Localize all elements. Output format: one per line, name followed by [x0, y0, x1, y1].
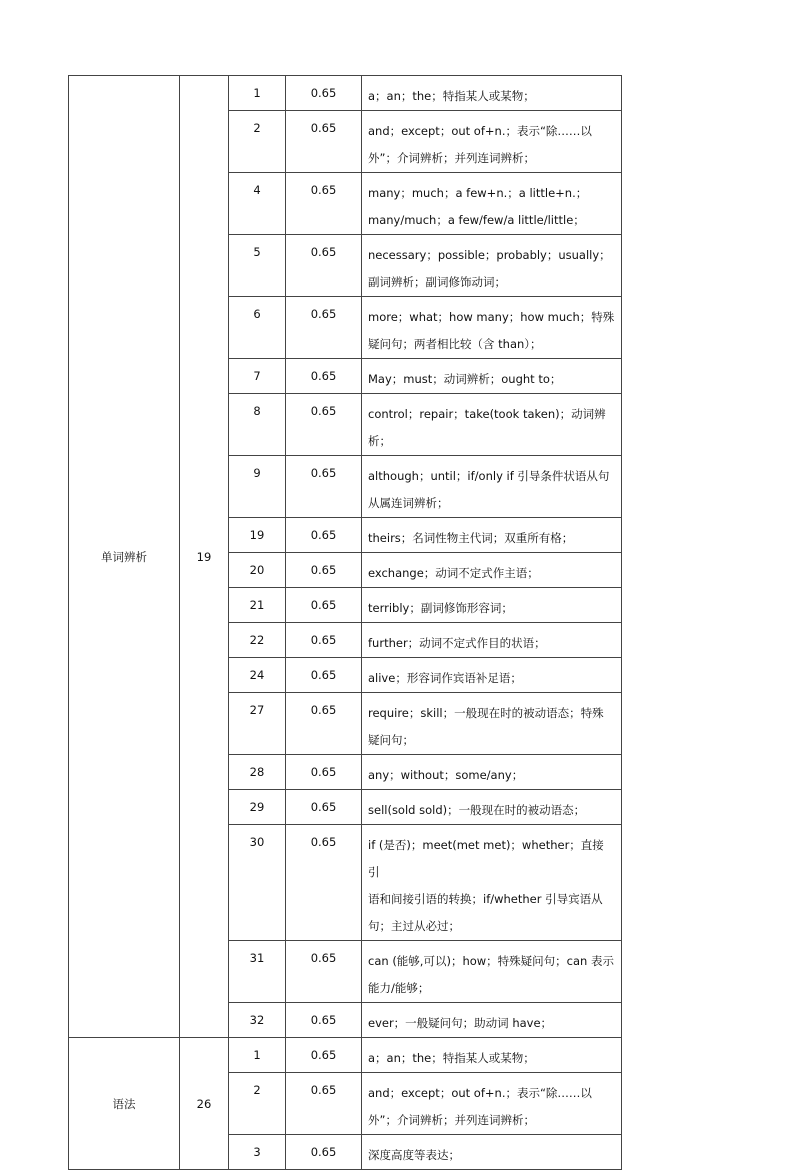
difficulty-score-cell: 0.65	[286, 658, 362, 693]
knowledge-point-cell	[362, 623, 622, 658]
difficulty-score-cell: 0.65	[286, 394, 362, 456]
knowledge-point-line: necessary；possible；probably；usually；	[368, 248, 611, 262]
difficulty-score-cell: 0.65	[286, 359, 362, 394]
question-number-cell: 32	[229, 1003, 286, 1038]
question-number-cell: 2	[229, 111, 286, 173]
question-number-cell: 3	[229, 1135, 286, 1170]
question-number-cell: 8	[229, 394, 286, 456]
knowledge-point-line: and；except；out of+n.；表示“除……以	[368, 124, 592, 138]
question-number-cell: 28	[229, 755, 286, 790]
question-number-cell: 27	[229, 693, 286, 755]
knowledge-point-table	[68, 75, 622, 1170]
knowledge-point-line: theirs；名词性物主代词；双重所有格；	[368, 531, 574, 545]
question-number-cell: 24	[229, 658, 286, 693]
knowledge-point-line: a；an；the；特指某人或某物；	[368, 89, 535, 103]
knowledge-point-line: more；what；how many；how much；特殊	[368, 310, 615, 324]
difficulty-score-cell: 0.65	[286, 76, 362, 111]
question-number-cell: 4	[229, 173, 286, 235]
knowledge-point-line: alive；形容词作宾语补足语；	[368, 671, 522, 685]
question-number-cell: 1	[229, 1038, 286, 1073]
difficulty-score-cell: 0.65	[286, 518, 362, 553]
difficulty-score-cell: 0.65	[286, 1135, 362, 1170]
question-number-cell: 30	[229, 825, 286, 941]
difficulty-score-cell: 0.65	[286, 1073, 362, 1135]
knowledge-point-line: sell(sold sold)；一般现在时的被动语态；	[368, 803, 586, 817]
question-number-cell: 31	[229, 941, 286, 1003]
difficulty-score-cell: 0.65	[286, 588, 362, 623]
knowledge-point-cell	[362, 1003, 622, 1038]
knowledge-point-line: 疑问句；两者相比较（含 than）；	[368, 337, 542, 351]
knowledge-point-line: exchange；动词不定式作主语；	[368, 566, 539, 580]
difficulty-score-cell: 0.65	[286, 111, 362, 173]
knowledge-point-line: many；much；a few+n.；a little+n.；	[368, 186, 588, 200]
knowledge-point-cell	[362, 790, 622, 825]
question-number-cell: 9	[229, 456, 286, 518]
knowledge-point-line: 疑问句；	[368, 733, 414, 747]
question-count-cell: 26	[180, 1038, 229, 1170]
difficulty-score-cell: 0.65	[286, 790, 362, 825]
difficulty-score-cell: 0.65	[286, 1038, 362, 1073]
table-row	[69, 76, 622, 111]
question-number-cell: 29	[229, 790, 286, 825]
difficulty-score-cell: 0.65	[286, 755, 362, 790]
difficulty-score-cell: 0.65	[286, 623, 362, 658]
knowledge-point-line: further；动词不定式作目的状语；	[368, 636, 546, 650]
question-number-cell: 21	[229, 588, 286, 623]
question-number-cell: 19	[229, 518, 286, 553]
category-cell: 语法	[69, 1038, 180, 1170]
knowledge-point-line: if (是否)；meet(met met)；whether；直接引	[368, 838, 604, 879]
knowledge-point-cell	[362, 693, 622, 755]
table-body	[69, 76, 622, 1170]
knowledge-point-line: 外”；介词辨析；并列连词辨析；	[368, 151, 535, 165]
knowledge-point-line: and；except；out of+n.；表示“除……以	[368, 1086, 592, 1100]
difficulty-score-cell: 0.65	[286, 825, 362, 941]
question-number-cell: 1	[229, 76, 286, 111]
knowledge-point-line: control；repair；take(took taken)；动词辨	[368, 407, 606, 421]
knowledge-point-cell	[362, 588, 622, 623]
knowledge-point-cell	[362, 173, 622, 235]
knowledge-point-cell	[362, 394, 622, 456]
question-count-cell: 19	[180, 76, 229, 1038]
knowledge-point-cell	[362, 456, 622, 518]
knowledge-point-cell	[362, 1073, 622, 1135]
knowledge-point-cell	[362, 658, 622, 693]
category-cell: 单词辨析	[69, 76, 180, 1038]
knowledge-point-cell	[362, 825, 622, 941]
knowledge-point-cell	[362, 755, 622, 790]
difficulty-score-cell: 0.65	[286, 235, 362, 297]
knowledge-point-line: require；skill；一般现在时的被动语态；特殊	[368, 706, 604, 720]
knowledge-point-line: 析；	[368, 434, 391, 448]
difficulty-score-cell: 0.65	[286, 173, 362, 235]
knowledge-point-line: many/much；a few/few/a little/little；	[368, 213, 585, 227]
question-number-cell: 6	[229, 297, 286, 359]
knowledge-point-line: 副词辨析；副词修饰动词；	[368, 275, 506, 289]
table-row	[69, 1038, 622, 1073]
knowledge-point-line: ever；一般疑问句；助动词 have；	[368, 1016, 553, 1030]
question-number-cell: 22	[229, 623, 286, 658]
question-number-cell: 5	[229, 235, 286, 297]
knowledge-point-cell	[362, 518, 622, 553]
difficulty-score-cell: 0.65	[286, 297, 362, 359]
knowledge-point-cell	[362, 111, 622, 173]
question-number-cell: 2	[229, 1073, 286, 1135]
difficulty-score-cell: 0.65	[286, 456, 362, 518]
knowledge-point-line: terribly；副词修饰形容词；	[368, 601, 513, 615]
knowledge-point-line: 语和间接引语的转换；if/whether 引导宾语从	[368, 892, 603, 906]
difficulty-score-cell: 0.65	[286, 553, 362, 588]
knowledge-point-line: 句；主过从必过；	[368, 919, 460, 933]
knowledge-point-line: May；must；动词辨析；ought to；	[368, 372, 562, 386]
knowledge-point-line: 能力/能够；	[368, 981, 430, 995]
knowledge-point-cell	[362, 941, 622, 1003]
knowledge-point-line: a；an；the；特指某人或某物；	[368, 1051, 535, 1065]
knowledge-point-line: can (能够,可以)；how；特殊疑问句；can 表示	[368, 954, 614, 968]
difficulty-score-cell: 0.65	[286, 941, 362, 1003]
knowledge-point-cell	[362, 297, 622, 359]
difficulty-score-cell: 0.65	[286, 1003, 362, 1038]
knowledge-point-line: 外”；介词辨析；并列连词辨析；	[368, 1113, 535, 1127]
knowledge-point-cell	[362, 359, 622, 394]
knowledge-point-cell	[362, 1135, 622, 1170]
knowledge-point-cell	[362, 235, 622, 297]
difficulty-score-cell: 0.65	[286, 693, 362, 755]
knowledge-point-cell	[362, 1038, 622, 1073]
knowledge-point-line: although；until；if/only if 引导条件状语从句	[368, 469, 610, 483]
knowledge-point-cell	[362, 76, 622, 111]
question-number-cell: 20	[229, 553, 286, 588]
knowledge-point-line: 从属连词辨析；	[368, 496, 449, 510]
knowledge-point-line: any；without；some/any；	[368, 768, 524, 782]
question-number-cell: 7	[229, 359, 286, 394]
knowledge-point-line: 深度高度等表达；	[368, 1148, 460, 1162]
knowledge-point-cell	[362, 553, 622, 588]
